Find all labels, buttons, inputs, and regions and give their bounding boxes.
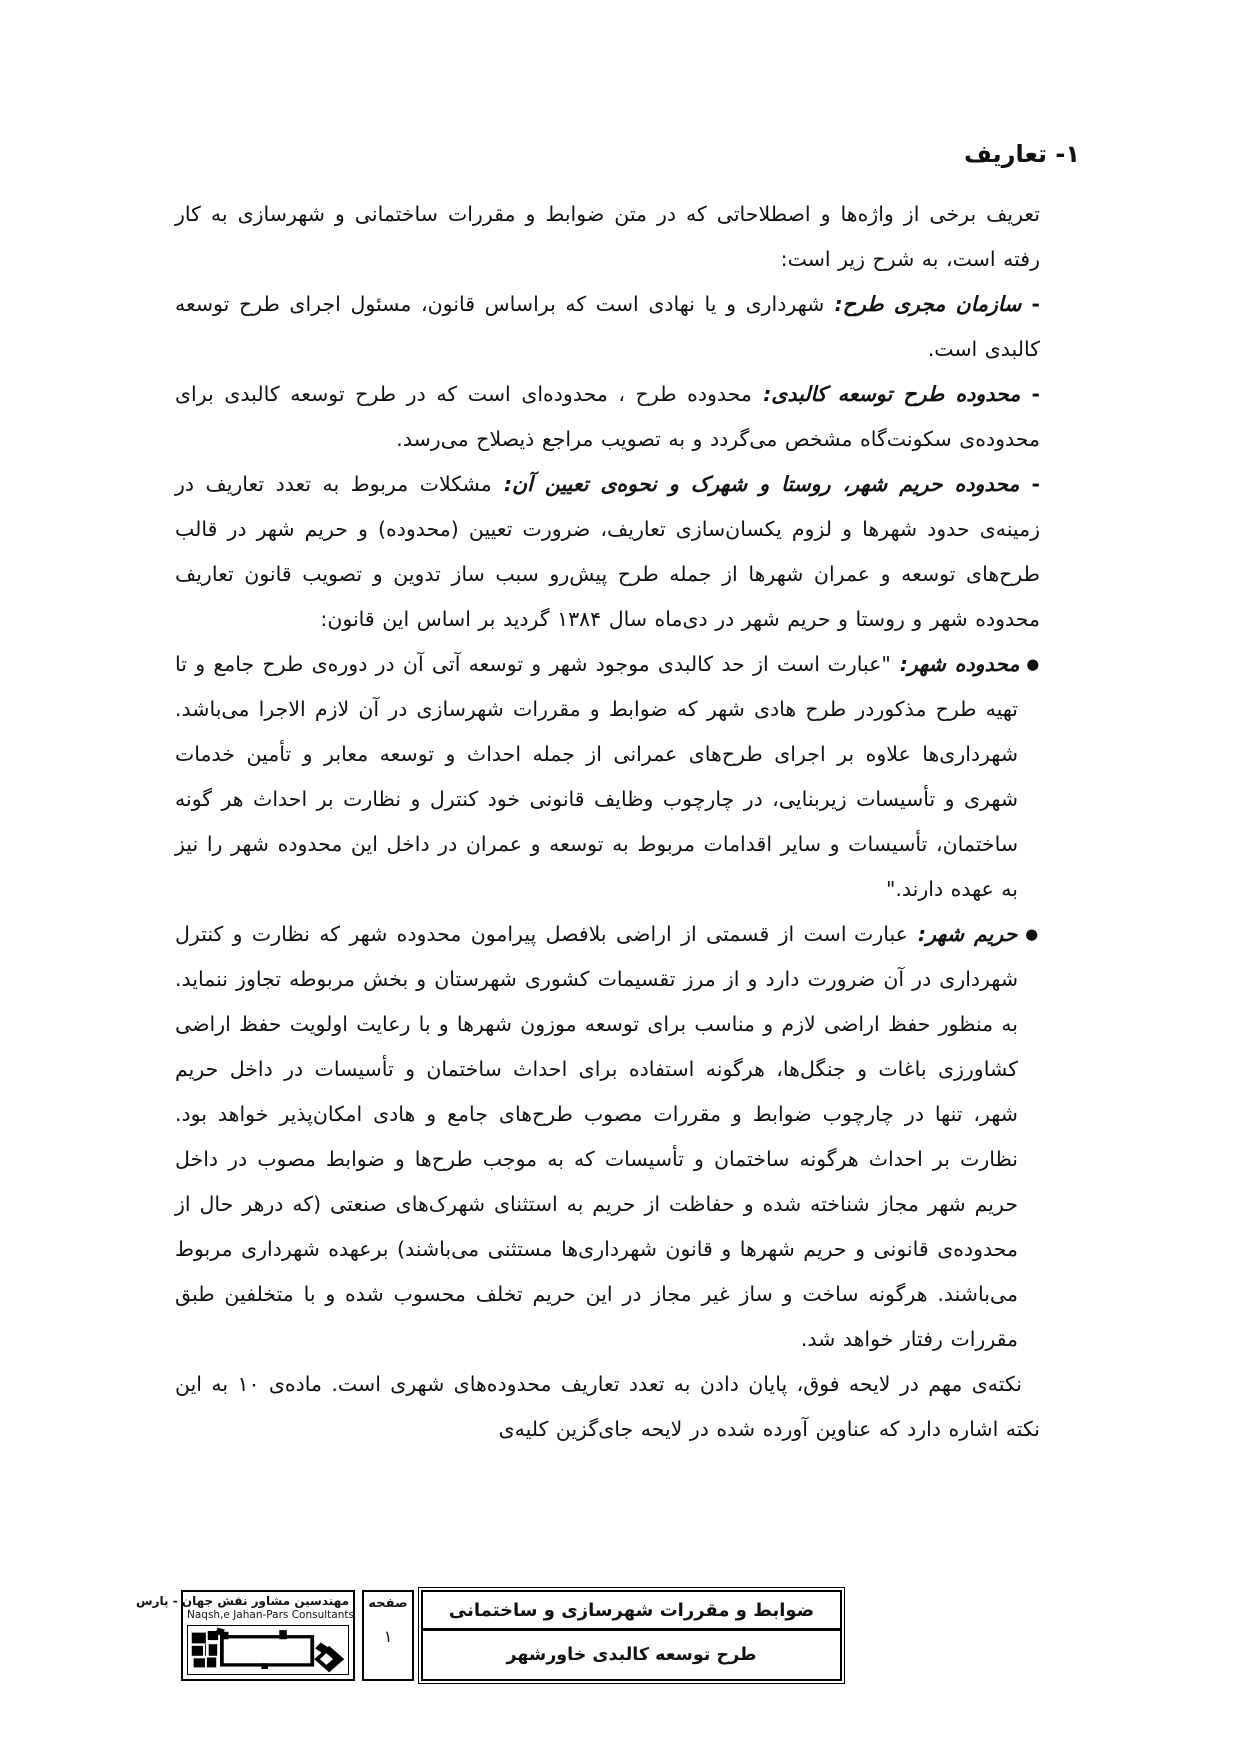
- bullet-marker: ●: [1019, 656, 1040, 673]
- company-name-en: Naqsh,e Jahan-Pars Consultants: [187, 1609, 354, 1621]
- footer-company-box: [136, 1590, 355, 1681]
- page-content: [160, 140, 1080, 1452]
- page-number: ۱: [383, 1627, 393, 1646]
- paragraph: تعریف برخی از واژه‌ها و اصطلاحاتی که در متن ضوابط و مقررات ساختمانی و شهرسازی به کار رفته است، به شرح زیر است:: [175, 202, 1040, 271]
- paragraphs: [160, 192, 1080, 1452]
- dash-marker: -: [1021, 292, 1040, 316]
- footer-doc-title: ضوابط و مقررات شهرسازی و ساختمانی: [423, 1592, 840, 1631]
- paragraph: - سازمان مجری طرح: شهرداری و یا نهادی است که براساس قانون، مسئول اجرای طرح توسعه کالبدی است.: [175, 292, 1040, 361]
- section-title: ۱- تعاریف: [964, 140, 1080, 168]
- definition-term: سازمان مجری طرح:: [824, 292, 1022, 316]
- definition-term: حریم شهر:: [907, 922, 1018, 946]
- bullet-marker: ●: [1017, 926, 1040, 943]
- footer-table: [136, 1590, 842, 1681]
- dash-marker: -: [1019, 472, 1040, 496]
- paragraph: - محدوده طرح توسعه کالبدی: محدوده طرح ، محدوده‌ای است که در طرح توسعه کالبدی برای محدوده‌ی سکونت‌گاه مشخص می‌گردد و به تصویب مراجع ذیصلاح می‌رسد.: [175, 382, 1040, 451]
- paragraph: نکته‌ی مهم در لایحه فوق، پایان دادن به تعدد تعاریف محدوده‌های شهری است. ماده‌ی ۱۰ به این نکته اشاره دارد که عناوین آورده شده در لایحه جای‌گزین کلیه‌ی: [175, 1372, 1040, 1441]
- company-logo-drawing: [188, 1626, 348, 1674]
- paragraph: - محدوده حریم شهر، روستا و شهرک و نحوه‌ی تعیین آن: مشکلات مربوط به تعدد تعاریف در زمینه‌ی حدود شهرها و لزوم یکسان‌سازی تعاریف، ضرورت تعیین (محدوده) و حریم شهر در قالب طرح‌های توسعه و عمران شهرها از جمله طرح پیش‌رو سبب ساز تدوین و تصویب قانون تعاریف محدوده شهر و روستا و حریم شهر در دی‌ماه سال ۱۳۸۴ گردید بر اساس این قانون:: [175, 472, 1040, 631]
- footer-page-box: [362, 1590, 414, 1681]
- paragraph: ● محدوده شهر: "عبارت است از حد کالبدی موجود شهر و توسعه آتی آن در دوره‌ی طرح جامع و تا تهیه طرح مذکوردر طرح هادی شهر که ضوابط و مقررات شهرسازی در آن لازم الاجرا می‌باشد. شهرداری‌ها علاوه بر اجرای طرح‌های عمرانی از جمله احداث و توسعه معابر و تأمین خدمات شهری و تأسیسات زیربنایی، در چارچوب وظایف قانونی خود کنترل و نظارت بر احداث هر گونه ساختمان، تأسیسات و سایر اقدامات مربوط به توسعه و عمران در داخل این محدوده شهر را نیز به عهده دارند.": [175, 652, 1040, 901]
- definition-term: محدوده طرح توسعه کالبدی:: [751, 382, 1021, 406]
- footer-doc-subtitle: طرح توسعه کالبدی خاورشهر: [506, 1645, 757, 1665]
- company-name-fa: مهندسین مشاور نقش جهان - پارس: [136, 1594, 349, 1608]
- company-logo: [187, 1625, 349, 1675]
- dash-marker: -: [1020, 382, 1040, 406]
- definition-term: محدوده حریم شهر، روستا و شهرک و نحوه‌ی تعیین آن:: [491, 472, 1020, 496]
- definition-term: محدوده شهر:: [890, 652, 1020, 676]
- paragraph: ● حریم شهر: عبارت است از قسمتی از اراضی بلافصل پیرامون محدوده شهر که نظارت و کنترل شهرداری در آن ضرورت دارد و از مرز تقسیمات کشوری شهرستان و بخش مربوطه تجاوز ننماید. به منظور حفظ اراضی لازم و مناسب برای توسعه موزون شهرها و با رعایت اولویت حفظ اراضی کشاورزی باغات و جنگل‌ها، هرگونه استفاده برای احداث ساختمان و تأسیسات در داخل حریم شهر، تنها در چارچوب ضوابط و مقررات مصوب طرح‌های جامع و هادی امکان‌پذیر خواهد بود. نظارت بر احداث هرگونه ساختمان و تأسیسات که به موجب طرح‌ها و ضوابط مصوب در داخل حریم شهر مجاز شناخته شده و حفاظت از حریم به استثنای شهرک‌های صنعتی (که درهر حال از محدوده‌ی قانونی و حریم شهرها و قانون شهرداری‌ها مستثنی می‌باشند) برعهده شهرداری مربوط می‌باشند. هرگونه ساخت و ساز غیر مجاز در این حریم تخلف محسوب شده و با متخلفین طبق مقررات رفتار خواهد شد.: [175, 922, 1040, 1351]
- page-label: صفحه: [368, 1596, 408, 1611]
- footer-title-box: [421, 1590, 842, 1681]
